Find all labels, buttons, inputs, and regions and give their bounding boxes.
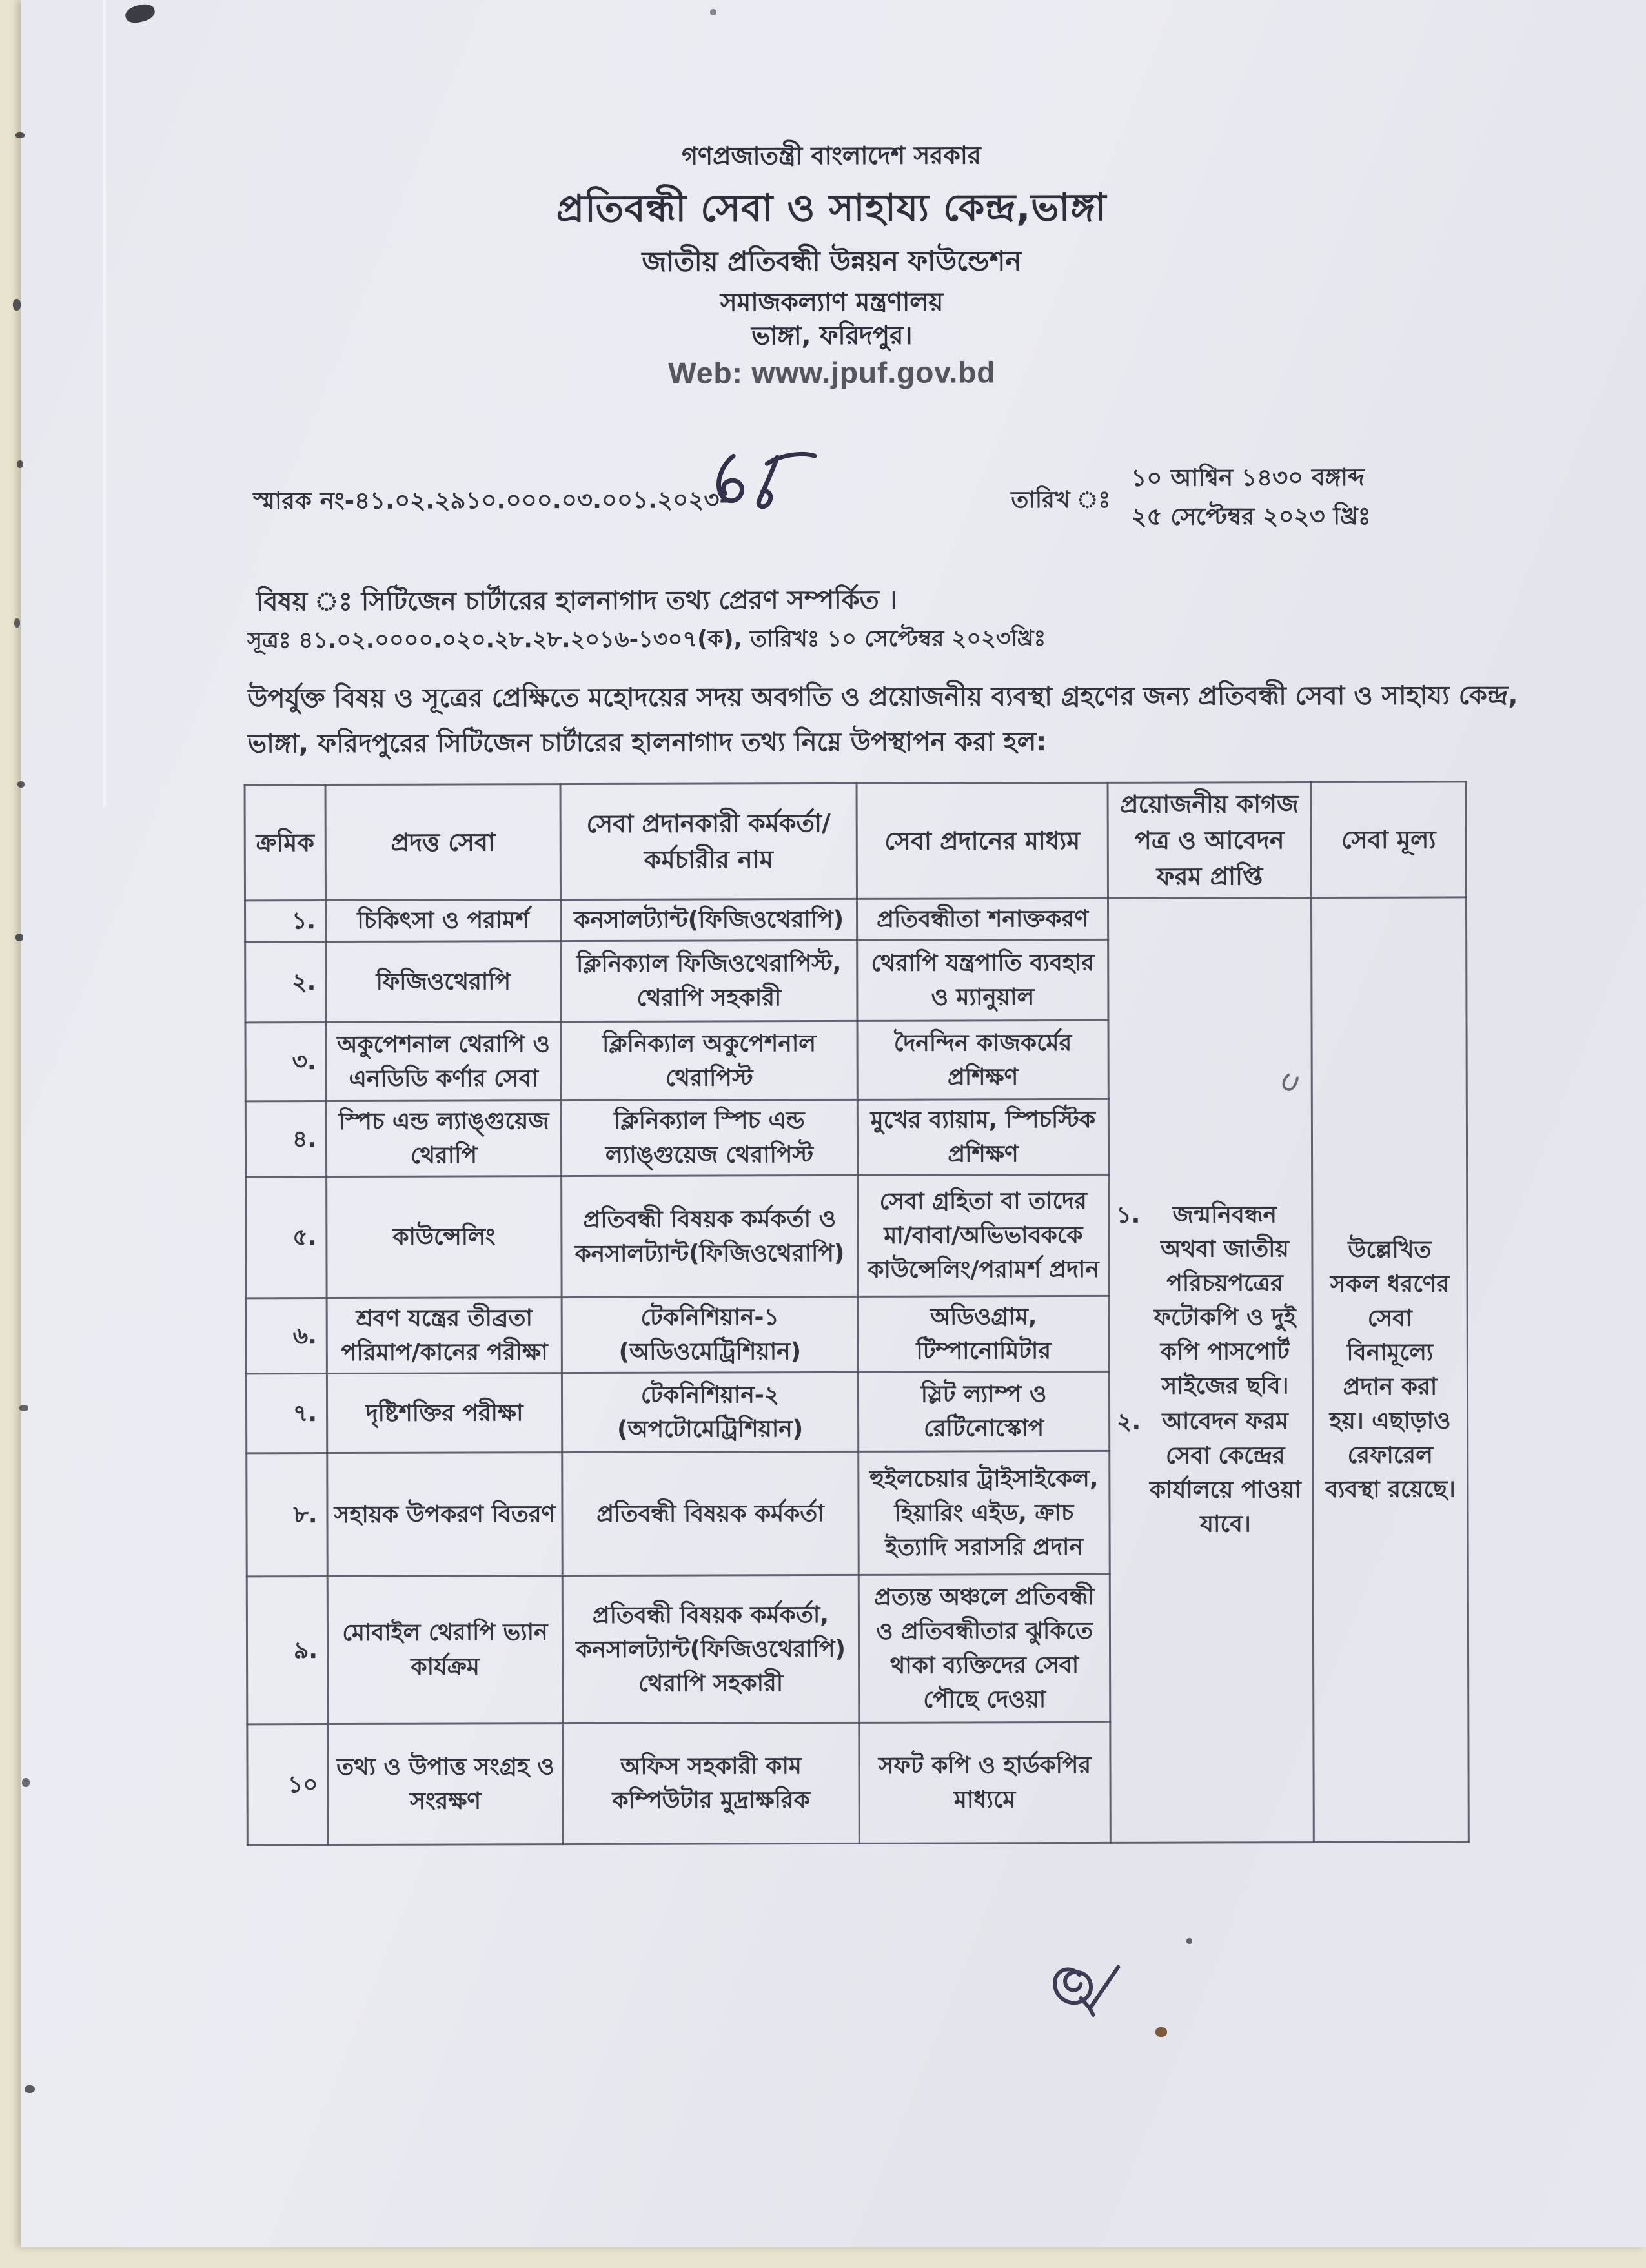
medium-cell: অডিওগ্রাম, টিম্পানোমিটার — [858, 1296, 1109, 1372]
scan-artifact — [14, 618, 20, 628]
medium-cell: সফট কপি ও হার্ডকপির মাধ্যমে — [859, 1722, 1110, 1843]
memo-number: স্মারক নং-৪১.০২.২৯১০.০০০.০৩.০০১.২০২৩- — [253, 485, 729, 515]
documents-item-number: ২. — [1117, 1408, 1141, 1435]
signature-mark — [1042, 1953, 1139, 2030]
provider-cell: প্রতিবন্ধী বিষয়ক কর্মকর্তা — [562, 1451, 859, 1575]
ministry-name: সমাজকল্যাণ মন্ত্রণালয় — [720, 287, 944, 318]
scan-artifact — [1186, 1938, 1192, 1944]
body-paragraph-line2: ভাঙ্গা, ফরিদপুরের সিটিজেন চার্টারের হালনাগাদ তথ্য নিম্নে উপস্থাপন করা হল: — [247, 727, 1047, 759]
service-cell: শ্রবণ যন্ত্রের তীব্রতা পরিমাপ/কানের পরীক্ষা — [327, 1298, 562, 1374]
scan-artifact — [15, 132, 25, 138]
provider-cell: টেকনিশিয়ান-১ (অডিওমেট্রিশিয়ান) — [562, 1296, 858, 1373]
medium-cell: দৈনন্দিন কাজকর্মের প্রশিক্ষণ — [857, 1020, 1108, 1099]
provider-cell: ক্লিনিক্যাল স্পিচ এন্ড ল্যাঙ্গুয়েজ থেরাপিস্ট — [561, 1099, 857, 1176]
serial-cell: ২. — [245, 942, 326, 1023]
service-cell: মোবাইল থেরাপি ভ্যান কার্যক্রম — [327, 1576, 563, 1724]
provider-cell: প্রতিবন্ধী বিষয়ক কর্মকর্তা, কনসালট্যান্ট(ফিজিওথেরাপি) থেরাপি সহকারী — [562, 1575, 859, 1723]
citizen-charter-table — [244, 781, 1470, 1846]
medium-cell: স্লিট ল্যাম্প ও রেটিনোস্কোপ — [858, 1371, 1109, 1451]
location-line: ভাঙ্গা, ফরিদপুর। — [751, 321, 913, 351]
serial-cell: ১০ — [247, 1724, 328, 1845]
provider-cell: কনসালট্যান্ট(ফিজিওথেরাপি) — [561, 899, 857, 941]
handwritten-memo-number — [705, 445, 821, 516]
documents-item-number: ১. — [1116, 1201, 1141, 1229]
scan-artifact — [13, 299, 21, 311]
header-fee: সেবা মূল্য — [1311, 782, 1466, 898]
medium-cell: মুখের ব্যায়াম, স্পিচস্টিক প্রশিক্ষণ — [857, 1099, 1108, 1175]
serial-cell: ৩. — [245, 1023, 326, 1101]
scan-artifact — [17, 781, 25, 788]
scan-artifact — [22, 1778, 30, 1787]
medium-cell: প্রত্যন্ত অঞ্চলে প্রতিবন্ধী ও প্রতিবন্ধীতার ঝুকিতে থাকা ব্যক্তিদের সেবা পৌছে দেওয়া — [859, 1574, 1110, 1722]
serial-cell: ৪. — [245, 1101, 326, 1177]
provider-cell: অফিস সহকারী কাম কম্পিউটার মুদ্রাক্ষরিক — [563, 1722, 859, 1844]
reference-line: সূত্রঃ ৪১.০২.০০০০.০২০.২৮.২৮.২০১৬-১৩০৭(ক), তারিখঃ ১০ সেপ্টেম্বর ২০২৩খ্রিঃ — [247, 626, 1046, 654]
documents-item — [1117, 1404, 1306, 1542]
foundation-name: জাতীয় প্রতিবন্ধী উন্নয়ন ফাউন্ডেশন — [642, 245, 1022, 278]
header-documents: প্রয়োজনীয় কাগজ পত্র ও আবেদন ফরম প্রাপ্তি — [1108, 782, 1311, 899]
scan-artifact — [19, 1405, 28, 1411]
header-serial: ক্রমিক — [245, 785, 325, 901]
serial-cell: ৯. — [247, 1577, 328, 1724]
serial-cell: ৭. — [246, 1374, 327, 1453]
office-name: প্রতিবন্ধী সেবা ও সাহায্য কেন্দ্র,ভাঙ্গা — [556, 185, 1107, 231]
subject-line: বিষয় ঃ সিটিজেন চার্টারের হালনাগাদ তথ্য প্রেরণ সম্পর্কিত । — [256, 585, 898, 617]
body-paragraph-line1: উপর্যুক্ত বিষয় ও সূত্রের প্রেক্ষিতে মহোদয়ের সদয় অবগতি ও প্রয়োজনীয় ব্যবস্থা গ্রহণের জন্য প্রতিবন্ধী সেবা ও সাহায্য কেন্দ্র, — [247, 680, 1518, 714]
serial-cell: ৮. — [247, 1453, 327, 1577]
medium-cell: সেবা গ্রহিতা বা তাদের মা/বাবা/অভিভাবককে কাউন্সেলিং/পরামর্শ প্রদান — [858, 1174, 1109, 1296]
provider-cell: টেকনিশিয়ান-২ (অপটোমেট্রিশিয়ান) — [562, 1372, 858, 1452]
medium-cell: থেরাপি যন্ত্রপাতি ব্যবহার ও ম্যানুয়াল — [857, 939, 1108, 1021]
document-content — [18, 0, 1646, 2249]
header-medium: সেবা প্রদানের মাধ্যম — [857, 782, 1108, 899]
service-cell: দৃষ্টিশক্তির পরীক্ষা — [327, 1373, 562, 1453]
table-header-row — [245, 782, 1466, 901]
medium-cell: প্রতিবন্ধীতা শনাক্তকরণ — [857, 898, 1108, 940]
website-line: Web: www.jpuf.gov.bd — [668, 355, 996, 390]
service-cell: অকুপেশনাল থেরাপি ও এনডিডি কর্ণার সেবা — [326, 1022, 561, 1101]
serial-cell: ৬. — [246, 1298, 327, 1374]
documents-item-text: আবেদন ফরম সেবা কেন্দ্রের কার্যালয়ে পাওয়া যাবে। — [1149, 1408, 1301, 1538]
scan-artifact — [25, 2085, 35, 2093]
header-provider: সেবা প্রদানকারী কর্মকর্তা/কর্মচারীর নাম — [560, 783, 857, 899]
service-cell: স্পিচ এন্ড ল্যাঙ্গুয়েজ থেরাপি — [326, 1101, 561, 1177]
service-cell: ফিজিওথেরাপি — [326, 941, 561, 1023]
provider-cell: ক্লিনিক্যাল ফিজিওথেরাপিস্ট, থেরাপি সহকারী — [561, 940, 857, 1021]
scanned-page — [21, 0, 1646, 2247]
medium-cell: হুইলচেয়ার ট্রাইসাইকেল, হিয়ারিং এইড, ক্রাচ ইত্যাদি সরাসরি প্রদান — [859, 1451, 1110, 1575]
date-bangla-year: ১০ আশ্বিন ১৪৩০ বঙ্গাব্দ — [1131, 463, 1365, 492]
table-row — [245, 897, 1467, 942]
service-cell: সহায়ক উপকরণ বিতরণ — [327, 1453, 562, 1577]
date-gregorian: ২৫ সেপ্টেম্বর ২০২৩ খ্রিঃ — [1131, 502, 1371, 531]
provider-cell: প্রতিবন্ধী বিষয়ক কর্মকর্তা ও কনসালট্যান্ট(ফিজিওথেরাপি) — [562, 1175, 858, 1297]
provider-cell: ক্লিনিক্যাল অকুপেশনাল থেরাপিস্ট — [561, 1021, 857, 1100]
service-cell: চিকিৎসা ও পরামর্শ — [326, 900, 561, 942]
header-service: প্রদত্ত সেবা — [325, 784, 560, 901]
fee-cell — [1311, 897, 1468, 1843]
date-label: তারিখ ঃ — [1011, 486, 1111, 514]
scan-artifact — [710, 9, 716, 15]
serial-cell: ১. — [245, 901, 326, 942]
service-cell: তথ্য ও উপাত্ত সংগ্রহ ও সংরক্ষণ — [328, 1724, 563, 1845]
documents-item-text: জন্মনিবন্ধন অথবা জাতীয় পরিচয়পত্রের ফটোকপি ও দুই কপি পাসপোর্ট সাইজের ছবি। — [1153, 1201, 1296, 1400]
government-title: গণপ্রজাতন্ত্রী বাংলাদেশ সরকার — [682, 141, 981, 170]
fee-text: উল্লেখিত সকল ধরণের সেবা বিনামূল্যে প্রদান করা হয়। এছাড়াও রেফারেল ব্যবস্থা রয়েছে। — [1325, 1236, 1456, 1504]
service-cell: কাউন্সেলিং — [327, 1176, 562, 1298]
documents-item — [1116, 1198, 1305, 1404]
scan-artifact — [17, 460, 23, 468]
scan-artifact — [15, 934, 23, 941]
documents-cell — [1108, 898, 1314, 1843]
serial-cell: ৫. — [246, 1177, 327, 1298]
scan-artifact — [1155, 2027, 1167, 2037]
